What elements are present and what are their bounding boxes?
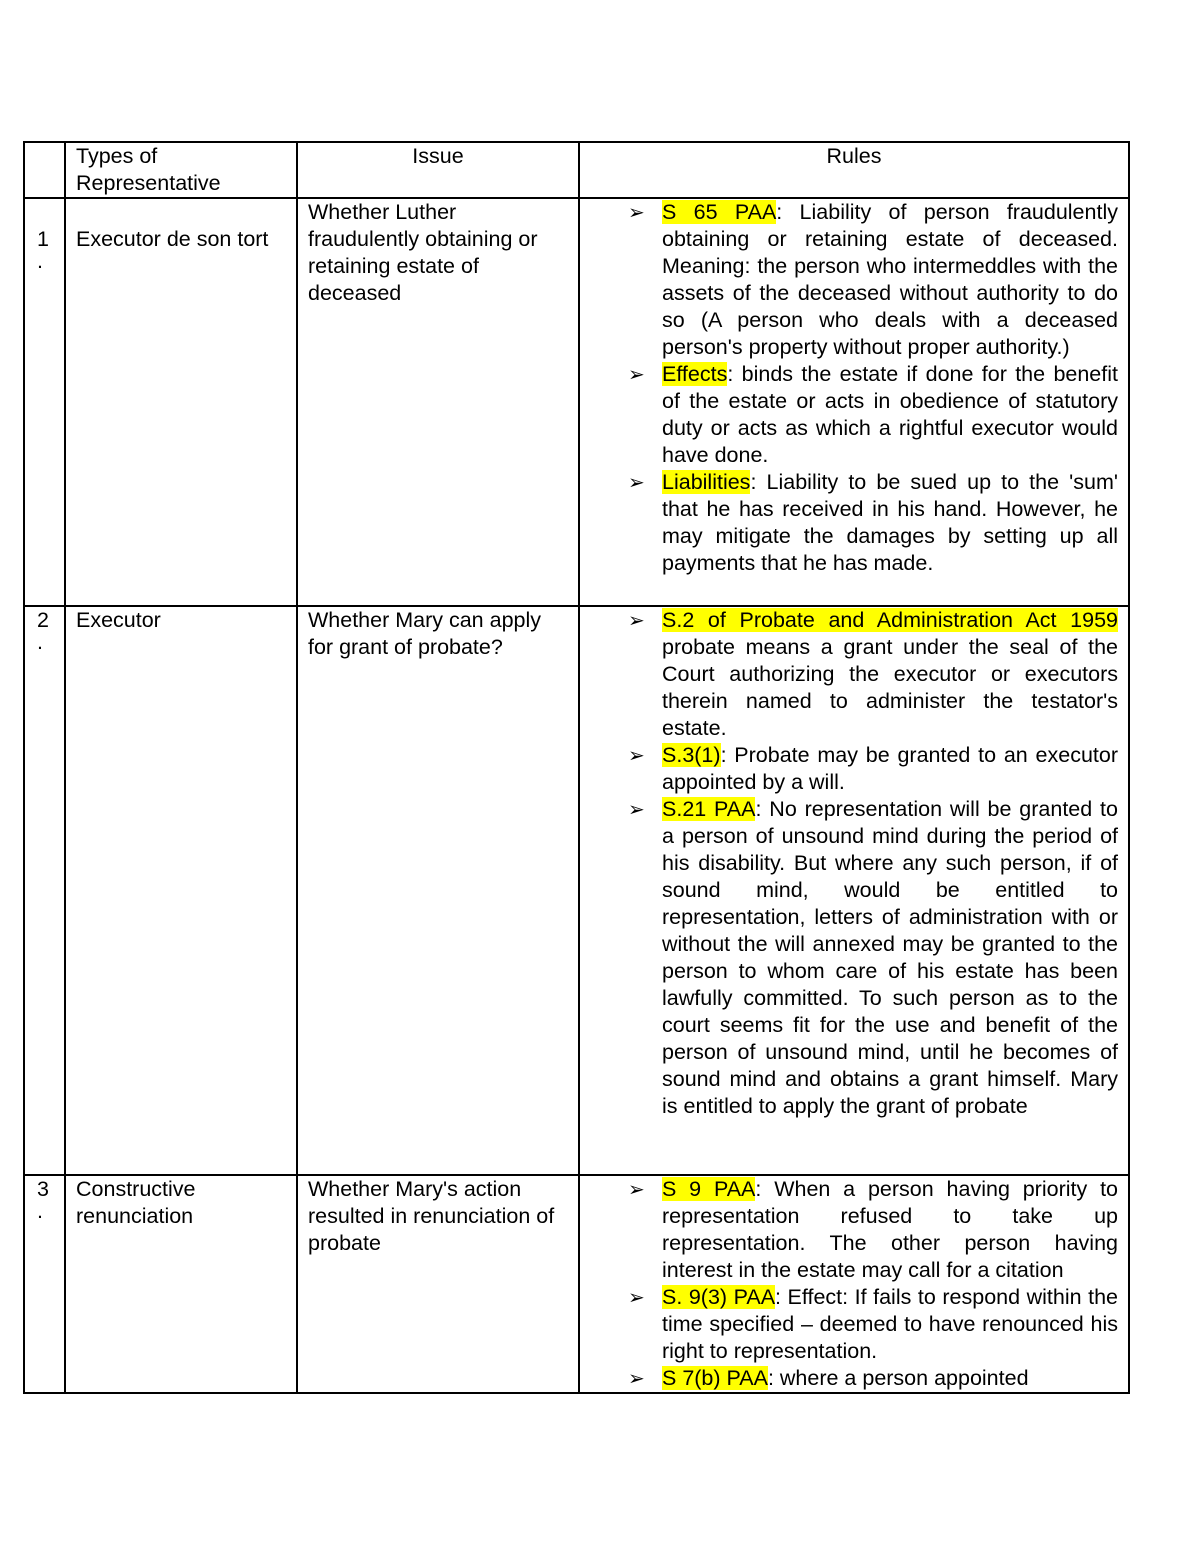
header-num — [24, 142, 65, 198]
row-number-dot: . — [37, 1199, 43, 1223]
arrow-bullet-icon: ➢ — [628, 797, 645, 821]
rule-item — [590, 742, 1118, 796]
row-number — [24, 606, 65, 1175]
issue-cell — [297, 606, 579, 1175]
rule-item — [590, 607, 1118, 742]
type-cell — [65, 1175, 297, 1393]
rule-text: : When a person having priority to representation refused to take up representation. The other person having interest in the estate may call for a citation — [662, 1177, 1118, 1282]
rule-item — [590, 1365, 1118, 1392]
type-text: Constructive renunciation — [76, 1177, 196, 1228]
row-number — [24, 198, 65, 606]
rule-citation: Liabilities — [662, 470, 751, 494]
rules-cell — [579, 198, 1129, 606]
rule-citation: S.21 PAA — [662, 797, 756, 821]
arrow-bullet-icon: ➢ — [628, 1285, 645, 1309]
rule-text: : Liability of person fraudulently obtaining or retaining estate of deceased. Meaning: the person who intermeddles with the assets of the deceased without authority to do so (A person who deals with a deceased person's property without proper authority.) — [662, 200, 1118, 359]
row-number — [24, 1175, 65, 1393]
rule-text: : No representation will be granted to a person of unsound mind during the period of his disability. But where any such person, if of sound mind, would be entitled to representation, letters of administration with or without the will annexed may be granted to the person to whom care of his estate has been lawfully committed. To such person as to the court seems fit for the use and benefit of the person of unsound mind, until he becomes of sound mind and obtains a grant himself. Mary is entitled to apply the grant of probate — [662, 797, 1118, 1118]
rule-text: : binds the estate if done for the benefit of the estate or acts in obedience of statutory duty or acts as which a rightful executor would have done. — [662, 362, 1118, 467]
arrow-bullet-icon: ➢ — [628, 362, 645, 386]
row-number-dot: . — [37, 630, 43, 654]
row-number-dot: . — [37, 249, 43, 273]
table-row — [24, 198, 1129, 606]
type-cell — [65, 198, 297, 606]
arrow-bullet-icon: ➢ — [628, 470, 645, 494]
arrow-bullet-icon: ➢ — [628, 743, 645, 767]
header-rules: Rules — [579, 142, 1129, 198]
rule-citation: Effects — [662, 362, 728, 386]
rule-item — [590, 1284, 1118, 1365]
rules-list — [590, 199, 1118, 577]
row-number-digit: 2 — [37, 608, 49, 632]
table-row — [24, 1175, 1129, 1393]
type-cell — [65, 606, 297, 1175]
issue-text: Whether Mary's action resulted in renunciation of probate — [308, 1177, 555, 1255]
rule-text: : Probate may be granted to an executor appointed by a will. — [662, 743, 1118, 794]
rules-list — [590, 1176, 1118, 1392]
rule-item — [590, 199, 1118, 361]
rule-citation: S.2 of Probate and Administration Act 1959 — [662, 608, 1118, 632]
issue-cell — [297, 1175, 579, 1393]
header-issue: Issue — [297, 142, 579, 198]
issue-cell — [297, 198, 579, 606]
type-text: Executor — [76, 608, 161, 632]
arrow-bullet-icon: ➢ — [628, 608, 645, 632]
rules-cell — [579, 1175, 1129, 1393]
rule-text: : where a person appointed — [767, 1366, 1029, 1390]
issue-text: Whether Luther fraudulently obtaining or retaining estate of deceased — [308, 200, 538, 305]
type-text: Executor de son tort — [76, 227, 269, 251]
rule-citation: S 7(b) PAA — [662, 1366, 768, 1390]
arrow-bullet-icon: ➢ — [628, 1366, 645, 1390]
table-header-row — [24, 142, 1129, 198]
rule-text: : Liability to be sued up to the 'sum' that he has received in his hand. However, he may mitigate the damages by setting up all payments that he has made. — [662, 470, 1118, 575]
issue-text: Whether Mary can apply for grant of probate? — [308, 608, 542, 659]
rule-text: : Effect: If fails to respond within the time specified – deemed to have renounced his right to representation. — [662, 1285, 1118, 1363]
arrow-bullet-icon: ➢ — [628, 1177, 645, 1201]
representatives-table — [23, 141, 1130, 1394]
rules-list — [590, 607, 1118, 1120]
rule-item — [590, 1176, 1118, 1284]
rule-item — [590, 469, 1118, 577]
row-number-digit: 1 — [37, 227, 49, 251]
rule-citation: S. 9(3) PAA — [662, 1285, 776, 1309]
arrow-bullet-icon: ➢ — [628, 200, 645, 224]
rule-item — [590, 796, 1118, 1120]
header-types: Types of Representative — [65, 142, 297, 198]
row-number-digit: 3 — [37, 1177, 49, 1201]
rules-cell — [579, 606, 1129, 1175]
table-row — [24, 606, 1129, 1175]
rule-item — [590, 361, 1118, 469]
rule-citation: S.3(1) — [662, 743, 721, 767]
rule-citation: S 9 PAA — [662, 1177, 756, 1201]
rule-text: probate means a grant under the seal of the Court authorizing the executor or executors therein named to administer the testator's estate. — [662, 635, 1118, 740]
rule-citation: S 65 PAA — [662, 200, 777, 224]
